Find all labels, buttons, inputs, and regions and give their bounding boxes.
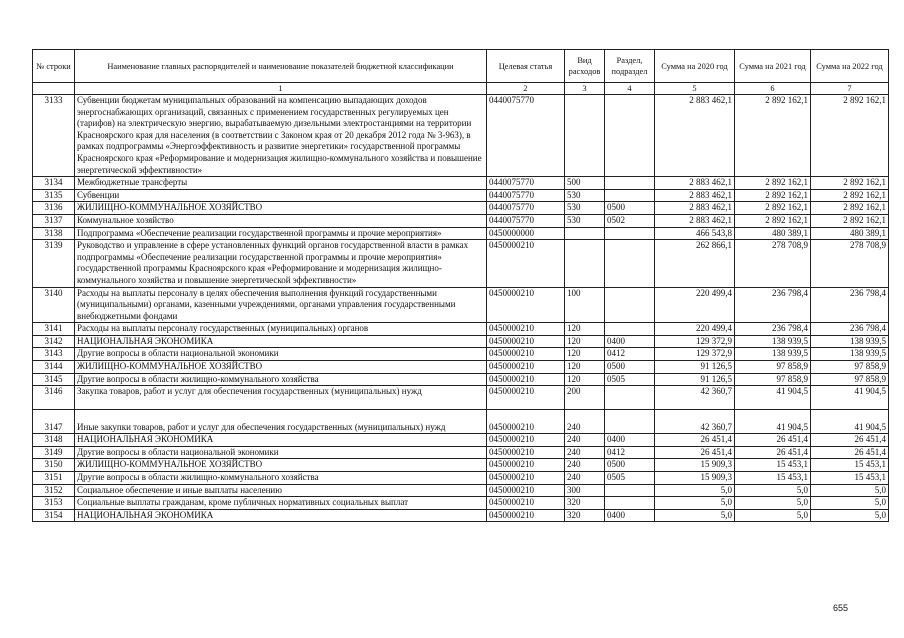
- row-section: [605, 95, 655, 177]
- row-name: Коммунальное хозяйство: [75, 214, 487, 227]
- row-sum-2021: 41 904,5: [735, 386, 811, 410]
- row-section: [605, 189, 655, 202]
- row-sum-2022: 2 892 162,1: [811, 177, 889, 190]
- row-expense-type: 530: [565, 202, 605, 215]
- table-row: [33, 472, 889, 485]
- table-body: [33, 95, 889, 522]
- header-section: Раздел, подраздел: [605, 50, 655, 83]
- row-target-article: 0440075770: [487, 202, 565, 215]
- row-target-article: 0450000210: [487, 240, 565, 287]
- row-name: Подпрограмма «Обеспечение реализации государственной программы и прочие мероприятия»: [75, 227, 487, 240]
- table-row: [33, 95, 889, 177]
- table-row: [33, 214, 889, 227]
- table-row: [33, 361, 889, 374]
- header-sum-2020: Сумма на 2020 год: [655, 50, 735, 83]
- row-section: [605, 484, 655, 497]
- header-sum-2022: Сумма на 2022 год: [811, 50, 889, 83]
- row-expense-type: 300: [565, 484, 605, 497]
- row-sum-2020: 26 451,4: [655, 446, 735, 459]
- table-row: [33, 459, 889, 472]
- column-number: 5: [655, 83, 735, 95]
- row-name: ЖИЛИЩНО-КОММУНАЛЬНОЕ ХОЗЯЙСТВО: [75, 459, 487, 472]
- row-sum-2022: 278 708,9: [811, 240, 889, 287]
- row-target-article: 0450000210: [487, 497, 565, 510]
- row-section: 0505: [605, 373, 655, 386]
- row-name: Руководство и управление в сфере установленных функций органов государственной власти в рамках подпрограммы «Обеспечение реализации государственной программы и прочие мероприятия» государственной программы Красноярского края «Реформирование и модернизация жилищно-коммунального хозяйства и повышение энергетической эффективности»: [75, 240, 487, 287]
- row-section: 0500: [605, 459, 655, 472]
- row-expense-type: 120: [565, 323, 605, 336]
- row-section: [605, 287, 655, 323]
- row-expense-type: 120: [565, 335, 605, 348]
- row-sum-2020: 26 451,4: [655, 434, 735, 447]
- table-row: [33, 497, 889, 510]
- row-sum-2020: 5,0: [655, 484, 735, 497]
- row-name: Другие вопросы в области национальной экономики: [75, 446, 487, 459]
- row-section: [605, 240, 655, 287]
- row-expense-type: 200: [565, 386, 605, 410]
- row-sum-2020: 2 883 462,1: [655, 177, 735, 190]
- header-sum-2021: Сумма на 2021 год: [735, 50, 811, 83]
- row-sum-2021: 138 939,5: [735, 335, 811, 348]
- row-target-article: 0440075770: [487, 189, 565, 202]
- row-number: 3134: [33, 177, 75, 190]
- row-section: [605, 227, 655, 240]
- row-number: 3142: [33, 335, 75, 348]
- row-sum-2022: 97 858,9: [811, 361, 889, 374]
- row-target-article: 0450000210: [487, 361, 565, 374]
- row-name: ЖИЛИЩНО-КОММУНАЛЬНОЕ ХОЗЯЙСТВО: [75, 202, 487, 215]
- row-sum-2020: 466 543,8: [655, 227, 735, 240]
- row-expense-type: 320: [565, 497, 605, 510]
- row-section: [605, 410, 655, 434]
- row-name: Другие вопросы в области жилищно-коммунального хозяйства: [75, 472, 487, 485]
- row-target-article: 0450000210: [487, 459, 565, 472]
- row-expense-type: 100: [565, 287, 605, 323]
- row-sum-2022: 15 453,1: [811, 459, 889, 472]
- row-expense-type: [565, 227, 605, 240]
- row-target-article: 0450000210: [487, 446, 565, 459]
- row-sum-2020: 91 126,5: [655, 361, 735, 374]
- row-expense-type: 120: [565, 361, 605, 374]
- header-row-no: № строки: [33, 50, 75, 83]
- table-row: [33, 434, 889, 447]
- row-target-article: 0440075770: [487, 177, 565, 190]
- row-sum-2022: 138 939,5: [811, 335, 889, 348]
- row-sum-2020: 42 360,7: [655, 410, 735, 434]
- row-number: 3147: [33, 410, 75, 434]
- table-row: [33, 335, 889, 348]
- row-sum-2022: 236 798,4: [811, 287, 889, 323]
- row-expense-type: 240: [565, 434, 605, 447]
- row-name: Субвенции бюджетам муниципальных образований на компенсацию выпадающих доходов энергоснабжающих организаций, связанных с применением государственных регулируемых цен (тарифов) на электрическую энергию, вырабатываемую дизельными электростанциями на территории Красноярского края для населения (в соответствии с Законом края от 20 декабря 2012 года № 3-963), в рамках подпрограммы «Энергоэффективность и развитие энергетики» государственной программы Красноярского края «Реформирование и модернизация жилищно-коммунального хозяйства и повышение энергетической эффективности»: [75, 95, 487, 177]
- row-sum-2022: 5,0: [811, 509, 889, 522]
- row-number: 3135: [33, 189, 75, 202]
- table-row: [33, 484, 889, 497]
- column-number: 4: [605, 83, 655, 95]
- row-name: Межбюджетные трансферты: [75, 177, 487, 190]
- row-section: 0412: [605, 446, 655, 459]
- row-target-article: 0450000210: [487, 287, 565, 323]
- row-sum-2021: 97 858,9: [735, 361, 811, 374]
- row-section: 0500: [605, 361, 655, 374]
- row-number: 3138: [33, 227, 75, 240]
- row-name: ЖИЛИЩНО-КОММУНАЛЬНОЕ ХОЗЯЙСТВО: [75, 361, 487, 374]
- row-sum-2021: 41 904,5: [735, 410, 811, 434]
- row-target-article: 0450000210: [487, 386, 565, 410]
- column-number: 3: [565, 83, 605, 95]
- row-sum-2021: 5,0: [735, 484, 811, 497]
- table-row: [33, 446, 889, 459]
- header-row: [33, 50, 889, 83]
- row-number: 3137: [33, 214, 75, 227]
- row-section: 0400: [605, 434, 655, 447]
- header-type: Вид расходов: [565, 50, 605, 83]
- row-sum-2020: 220 499,4: [655, 287, 735, 323]
- table-row: [33, 189, 889, 202]
- row-expense-type: 530: [565, 214, 605, 227]
- row-sum-2021: 5,0: [735, 509, 811, 522]
- row-name: Другие вопросы в области жилищно-коммунального хозяйства: [75, 373, 487, 386]
- row-sum-2020: 2 883 462,1: [655, 189, 735, 202]
- row-name: Социальное обеспечение и иные выплаты населению: [75, 484, 487, 497]
- row-section: 0502: [605, 214, 655, 227]
- header-target: Целевая статья: [487, 50, 565, 83]
- row-sum-2020: 129 372,9: [655, 335, 735, 348]
- row-target-article: 0450000210: [487, 335, 565, 348]
- page-number: 655: [833, 603, 849, 613]
- row-sum-2022: 97 858,9: [811, 373, 889, 386]
- row-sum-2021: 15 453,1: [735, 459, 811, 472]
- row-sum-2022: 480 389,1: [811, 227, 889, 240]
- row-number: 3152: [33, 484, 75, 497]
- header-name: Наименование главных распорядителей и наименование показателей бюджетной классификации: [75, 50, 487, 83]
- row-number: 3150: [33, 459, 75, 472]
- row-sum-2021: 2 892 162,1: [735, 177, 811, 190]
- row-sum-2022: 15 453,1: [811, 472, 889, 485]
- row-name: Социальные выплаты гражданам, кроме публичных нормативных социальных выплат: [75, 497, 487, 510]
- row-expense-type: 240: [565, 459, 605, 472]
- row-sum-2022: 2 892 162,1: [811, 214, 889, 227]
- column-number: 2: [487, 83, 565, 95]
- row-sum-2021: 26 451,4: [735, 434, 811, 447]
- row-target-article: 0450000210: [487, 323, 565, 336]
- row-number: 3153: [33, 497, 75, 510]
- row-sum-2021: 236 798,4: [735, 323, 811, 336]
- row-target-article: 0450000210: [487, 373, 565, 386]
- column-number-row: [33, 83, 889, 95]
- row-sum-2022: 26 451,4: [811, 446, 889, 459]
- row-expense-type: 240: [565, 446, 605, 459]
- row-sum-2021: 2 892 162,1: [735, 214, 811, 227]
- row-name: Расходы на выплаты персоналу в целях обеспечения выполнения функций государственными (муниципальными) органами, казенными учреждениями, органами управления государственными внебюджетными фондами: [75, 287, 487, 323]
- row-sum-2021: 236 798,4: [735, 287, 811, 323]
- row-expense-type: 120: [565, 348, 605, 361]
- row-sum-2020: 91 126,5: [655, 373, 735, 386]
- row-sum-2020: 262 866,1: [655, 240, 735, 287]
- table-row: [33, 202, 889, 215]
- table-row: [33, 386, 889, 410]
- row-sum-2022: 41 904,5: [811, 386, 889, 410]
- table-row: [33, 177, 889, 190]
- row-sum-2020: 42 360,7: [655, 386, 735, 410]
- row-number: 3148: [33, 434, 75, 447]
- row-section: [605, 497, 655, 510]
- row-sum-2022: 26 451,4: [811, 434, 889, 447]
- row-target-article: 0450000000: [487, 227, 565, 240]
- row-section: 0400: [605, 335, 655, 348]
- row-sum-2020: 5,0: [655, 497, 735, 510]
- row-sum-2022: 5,0: [811, 484, 889, 497]
- row-expense-type: 320: [565, 509, 605, 522]
- row-expense-type: 120: [565, 373, 605, 386]
- column-number: 6: [735, 83, 811, 95]
- row-section: 0412: [605, 348, 655, 361]
- row-expense-type: 530: [565, 189, 605, 202]
- row-number: 3136: [33, 202, 75, 215]
- row-expense-type: [565, 95, 605, 177]
- table-row: [33, 287, 889, 323]
- row-sum-2021: 278 708,9: [735, 240, 811, 287]
- row-target-article: 0450000210: [487, 484, 565, 497]
- row-section: 0500: [605, 202, 655, 215]
- row-name: Закупка товаров, работ и услуг для обеспечения государственных (муниципальных) нужд: [75, 386, 487, 410]
- row-target-article: 0450000210: [487, 348, 565, 361]
- row-sum-2022: 5,0: [811, 497, 889, 510]
- column-number: [33, 83, 75, 95]
- row-name: Иные закупки товаров, работ и услуг для обеспечения государственных (муниципальных) нужд: [75, 410, 487, 434]
- row-sum-2021: 2 892 162,1: [735, 189, 811, 202]
- row-sum-2021: 138 939,5: [735, 348, 811, 361]
- row-expense-type: 240: [565, 410, 605, 434]
- row-number: 3139: [33, 240, 75, 287]
- row-sum-2020: 2 883 462,1: [655, 202, 735, 215]
- row-expense-type: 240: [565, 472, 605, 485]
- row-sum-2020: 2 883 462,1: [655, 95, 735, 177]
- row-sum-2022: 138 939,5: [811, 348, 889, 361]
- row-section: [605, 323, 655, 336]
- table-row: [33, 323, 889, 336]
- row-number: 3144: [33, 361, 75, 374]
- column-number: 7: [811, 83, 889, 95]
- row-number: 3140: [33, 287, 75, 323]
- row-target-article: 0440075770: [487, 214, 565, 227]
- row-number: 3143: [33, 348, 75, 361]
- table-row: [33, 509, 889, 522]
- row-sum-2021: 5,0: [735, 497, 811, 510]
- row-number: 3154: [33, 509, 75, 522]
- row-sum-2020: 15 909,3: [655, 459, 735, 472]
- row-number: 3141: [33, 323, 75, 336]
- row-sum-2020: 5,0: [655, 509, 735, 522]
- row-sum-2020: 15 909,3: [655, 472, 735, 485]
- row-target-article: 0450000210: [487, 434, 565, 447]
- row-sum-2020: 220 499,4: [655, 323, 735, 336]
- row-name: НАЦИОНАЛЬНАЯ ЭКОНОМИКА: [75, 434, 487, 447]
- row-number: 3146: [33, 386, 75, 410]
- row-sum-2021: 97 858,9: [735, 373, 811, 386]
- row-sum-2022: 41 904,5: [811, 410, 889, 434]
- row-section: [605, 386, 655, 410]
- row-number: 3145: [33, 373, 75, 386]
- row-name: Расходы на выплаты персоналу государственных (муниципальных) органов: [75, 323, 487, 336]
- budget-table: [32, 49, 889, 522]
- row-sum-2021: 15 453,1: [735, 472, 811, 485]
- table-row: [33, 373, 889, 386]
- row-target-article: 0450000210: [487, 472, 565, 485]
- row-section: [605, 177, 655, 190]
- row-section: 0400: [605, 509, 655, 522]
- row-sum-2020: 129 372,9: [655, 348, 735, 361]
- row-sum-2021: 2 892 162,1: [735, 95, 811, 177]
- row-name: Субвенции: [75, 189, 487, 202]
- table-row: [33, 348, 889, 361]
- row-sum-2021: 2 892 162,1: [735, 202, 811, 215]
- row-sum-2022: 2 892 162,1: [811, 189, 889, 202]
- row-name: Другие вопросы в области национальной экономики: [75, 348, 487, 361]
- row-expense-type: 500: [565, 177, 605, 190]
- row-target-article: 0450000210: [487, 509, 565, 522]
- row-target-article: 0450000210: [487, 410, 565, 434]
- table-row: [33, 240, 889, 287]
- row-section: 0505: [605, 472, 655, 485]
- row-sum-2022: 2 892 162,1: [811, 95, 889, 177]
- row-name: НАЦИОНАЛЬНАЯ ЭКОНОМИКА: [75, 335, 487, 348]
- row-target-article: 0440075770: [487, 95, 565, 177]
- row-name: НАЦИОНАЛЬНАЯ ЭКОНОМИКА: [75, 509, 487, 522]
- row-sum-2022: 2 892 162,1: [811, 202, 889, 215]
- table-row: [33, 410, 889, 434]
- row-expense-type: [565, 240, 605, 287]
- row-sum-2021: 480 389,1: [735, 227, 811, 240]
- row-number: 3133: [33, 95, 75, 177]
- column-number: 1: [75, 83, 487, 95]
- row-sum-2022: 236 798,4: [811, 323, 889, 336]
- table-row: [33, 227, 889, 240]
- row-number: 3149: [33, 446, 75, 459]
- row-number: 3151: [33, 472, 75, 485]
- row-sum-2020: 2 883 462,1: [655, 214, 735, 227]
- row-sum-2021: 26 451,4: [735, 446, 811, 459]
